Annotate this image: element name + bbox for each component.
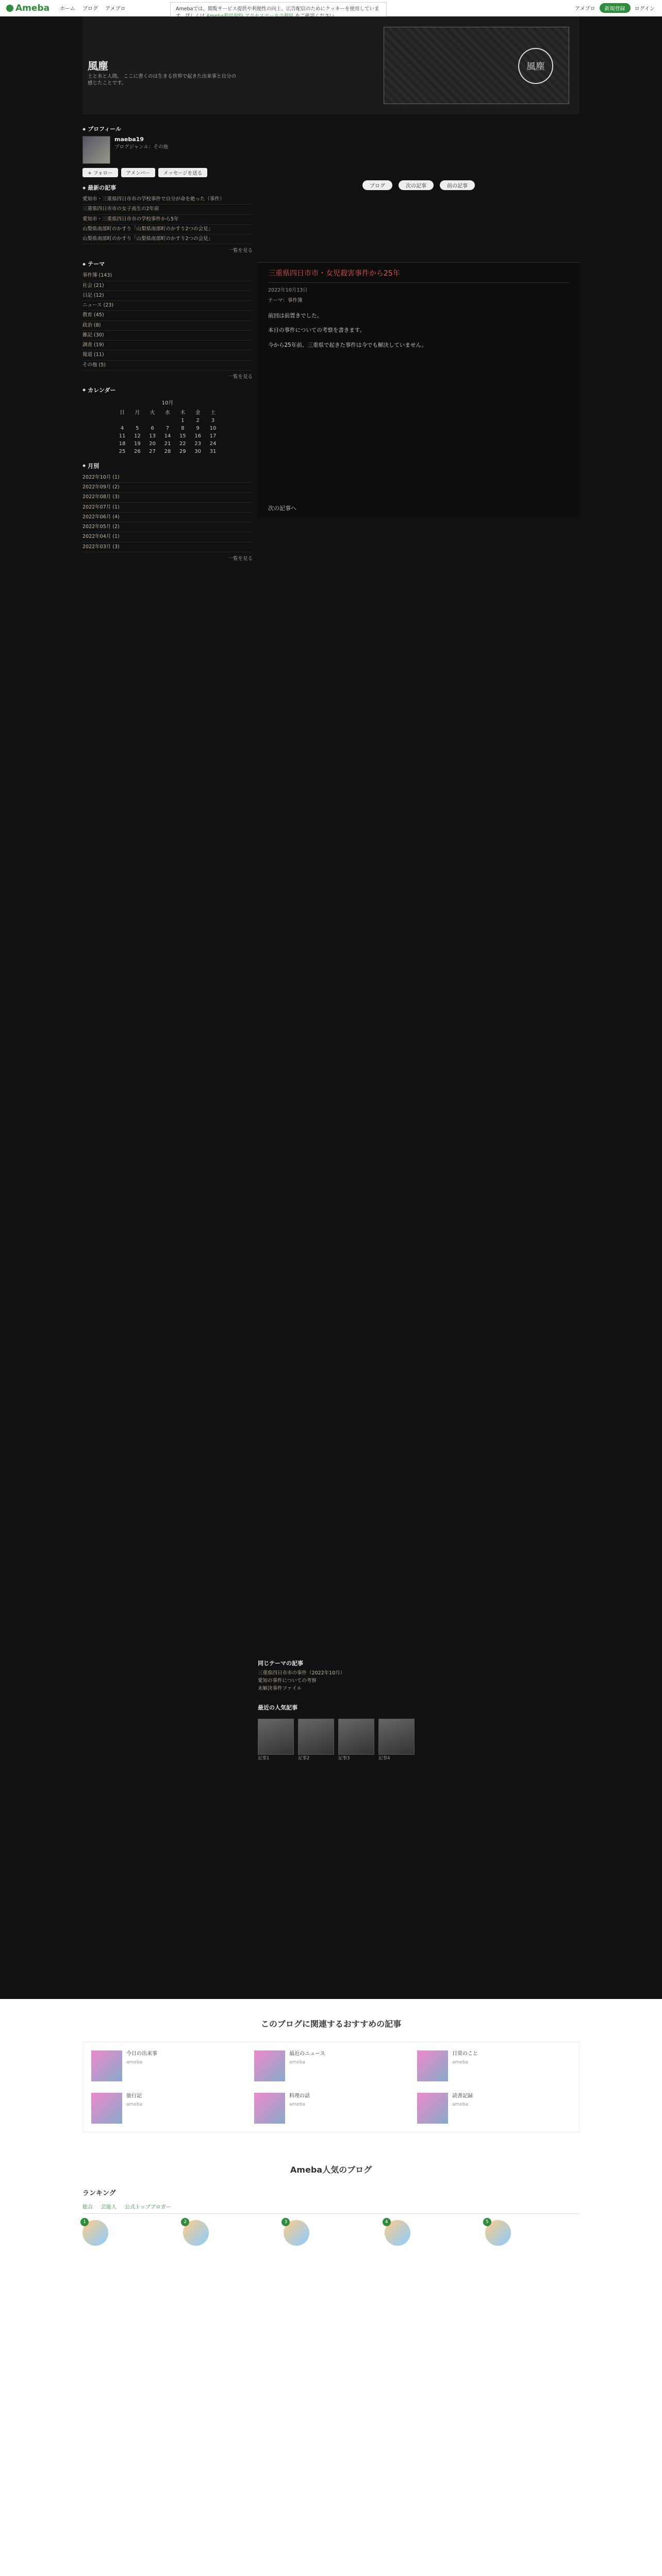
top-link-ameblo[interactable]: アメブロ <box>105 6 126 12</box>
calendar-day[interactable]: 8 <box>181 425 185 431</box>
ameba-logo[interactable] <box>6 3 49 13</box>
list-item[interactable]: その他 (5) <box>82 361 253 370</box>
article-paragraph: 本日の事件についての考察を書きます。 <box>268 327 365 334</box>
article-paragraph: 今から25年前、三重県で起きた事件は今でも解決していません。 <box>268 342 427 348</box>
thumb-image <box>298 1719 334 1755</box>
top-links <box>60 4 125 12</box>
signup-button[interactable]: 新規登録 <box>600 3 631 13</box>
rank-number: 2 <box>181 2218 189 2226</box>
calendar-day[interactable]: 25 <box>119 448 126 454</box>
rank-number: 4 <box>383 2218 391 2226</box>
recommend-grid <box>82 2042 580 2132</box>
calendar-day[interactable]: 5 <box>136 425 139 431</box>
blog-button[interactable]: ブログ <box>362 180 392 190</box>
related-item[interactable]: 愛知の事件についての考察 <box>258 1678 317 1684</box>
header-art-title: 風塵 <box>518 48 553 84</box>
article-end-link[interactable]: 次の記事へ <box>268 504 296 512</box>
calendar-day[interactable]: 17 <box>209 433 217 439</box>
list-item[interactable]: 報道 (11) <box>82 350 253 360</box>
blog-description: 土と水と人間。 ここに書くのは生きる世界で起きた出来事と自分の感じたことです。 <box>88 74 237 87</box>
ranking-item[interactable] <box>485 2220 580 2246</box>
cookie-text: Amebaでは、閲覧サービス提供や利便性の向上、広告配信のためにクッキーを使用していま <box>176 6 379 12</box>
recommend-image <box>254 2093 285 2124</box>
amember-button[interactable]: アメンバー <box>121 168 155 177</box>
rank-number: 1 <box>80 2218 89 2226</box>
calendar-day[interactable]: 16 <box>194 433 201 439</box>
archive-heading: ◆ 月別 <box>82 462 253 470</box>
top-link-home[interactable]: ホーム <box>60 6 76 12</box>
blog-title[interactable]: 風塵 <box>88 60 108 72</box>
calendar-day[interactable]: 18 <box>119 440 126 447</box>
list-item[interactable]: 2022年06月 (4) <box>82 513 253 522</box>
rank-number: 3 <box>282 2218 290 2226</box>
thumb-caption: 記事4 <box>378 1755 390 1761</box>
recommend-author: ameba <box>126 2060 143 2065</box>
ranking-item[interactable] <box>284 2220 378 2246</box>
calendar-day[interactable]: 19 <box>134 440 141 447</box>
recommend-card[interactable] <box>254 2050 408 2081</box>
calendar-month-row <box>116 397 219 407</box>
recommend-image <box>91 2050 122 2081</box>
ranking-item[interactable] <box>82 2220 177 2246</box>
thumb-caption: 記事3 <box>338 1755 350 1761</box>
logo-text: Ameba <box>15 3 50 13</box>
main-column <box>258 118 580 517</box>
recommend-author: ameba <box>289 2060 306 2065</box>
tab-celebrity[interactable]: 芸能人 <box>101 2205 117 2210</box>
calendar-day[interactable]: 7 <box>166 425 170 431</box>
article-body <box>268 312 569 349</box>
recommend-card[interactable] <box>91 2093 245 2124</box>
popular-heading: 最近の人気記事 <box>258 1704 297 1711</box>
thumb-image <box>378 1719 415 1755</box>
list-item[interactable]: 山梨県南部町のかすり「山梨県南部町のかすり2つの会見」 <box>82 234 253 244</box>
thumb-card[interactable] <box>338 1719 374 1761</box>
theme-list <box>82 271 253 370</box>
header-artwork <box>384 27 569 104</box>
calendar-day[interactable]: 31 <box>209 448 217 454</box>
recent-more-link[interactable]: 一覧を見る <box>228 248 253 254</box>
calendar-day[interactable]: 26 <box>134 448 141 454</box>
calendar-day[interactable]: 9 <box>196 425 200 431</box>
list-item[interactable]: 日記 (12) <box>82 291 253 301</box>
calendar-day[interactable]: 12 <box>134 433 141 439</box>
tab-official[interactable]: 公式トップブロガー <box>125 2205 171 2210</box>
ranking-item[interactable] <box>183 2220 277 2246</box>
profile-box <box>82 136 253 164</box>
ranking-grid <box>82 2220 580 2246</box>
ranking-avatar <box>385 2220 410 2246</box>
recommend-image <box>417 2093 448 2124</box>
weekday: 木 <box>180 410 186 416</box>
archive-list <box>82 473 253 552</box>
recommend-title: 旅行記 <box>126 2093 142 2099</box>
related-heading: 同じテーマの記事 <box>258 1660 303 1667</box>
recommend-author: ameba <box>452 2060 469 2065</box>
ranking-item[interactable] <box>385 2220 479 2246</box>
recommend-author: ameba <box>126 2102 143 2107</box>
archive-more-link[interactable]: 一覧を見る <box>228 555 253 562</box>
article-theme[interactable]: テーマ：事件簿 <box>268 298 303 303</box>
ranking-avatar <box>183 2220 209 2246</box>
recent-list <box>82 195 253 244</box>
ranking-tabs <box>82 2202 580 2214</box>
weekday: 金 <box>195 410 201 416</box>
ranking-avatar <box>485 2220 511 2246</box>
calendar-day[interactable]: 30 <box>194 448 201 454</box>
ranking-heading: ランキング <box>82 2190 116 2197</box>
avatar[interactable] <box>82 136 110 164</box>
theme-more-link[interactable]: 一覧を見る <box>228 374 253 380</box>
calendar-day[interactable]: 22 <box>179 440 186 447</box>
calendar-day[interactable] <box>116 418 128 423</box>
calendar-day[interactable]: 2 <box>196 417 200 423</box>
calendar-week <box>116 417 219 425</box>
thumb-caption: 記事1 <box>258 1755 270 1761</box>
recommend-title: 読書記録 <box>452 2093 473 2099</box>
calendar-day[interactable]: 1 <box>181 417 185 423</box>
list-item[interactable]: 2022年05月 (2) <box>82 522 253 532</box>
calendar-day[interactable] <box>161 418 174 423</box>
profile-buttons <box>82 168 253 177</box>
list-item[interactable]: 愛知市・三重県四日市市の学校事件で自分が命を絶った（事件） <box>82 195 253 205</box>
list-item[interactable]: 教育 (45) <box>82 311 253 320</box>
recommend-title: 日常のこと <box>452 2051 478 2057</box>
calendar-day[interactable]: 11 <box>119 433 126 439</box>
calendar-day[interactable]: 20 <box>149 440 156 447</box>
article-title[interactable]: 三重県四日市市・女児殺害事件から25年 <box>268 268 569 283</box>
calendar-day[interactable]: 27 <box>149 448 156 454</box>
list-item[interactable]: 2022年10月 (1) <box>82 473 253 483</box>
related-section <box>258 1659 580 1761</box>
recommend-heading: このブログに関連するおすすめの記事 <box>260 2019 402 2029</box>
thumb-caption: 記事2 <box>298 1755 310 1761</box>
list-item[interactable]: 2022年07月 (1) <box>82 503 253 513</box>
recommend-card[interactable] <box>417 2093 571 2124</box>
calendar-day[interactable]: 28 <box>164 448 171 454</box>
calendar-day[interactable]: 14 <box>164 433 171 439</box>
article <box>258 262 580 517</box>
calendar-day[interactable]: 3 <box>211 417 215 423</box>
calendar-week <box>116 440 219 448</box>
thumb-card[interactable] <box>378 1719 415 1761</box>
recommend-card[interactable] <box>417 2050 571 2081</box>
recent-heading: ◆ 最新の記事 <box>82 183 253 192</box>
login-link[interactable]: ログイン <box>634 6 655 12</box>
blog-link[interactable]: アメブロ <box>575 6 595 12</box>
calendar-day[interactable] <box>146 418 159 423</box>
weekday: 日 <box>120 410 125 416</box>
prev-button[interactable]: 前の記事 <box>440 180 475 190</box>
weekday: 火 <box>150 410 155 416</box>
popular-blogs-heading: Ameba人気のブログ <box>290 2165 372 2175</box>
recommend-card[interactable] <box>91 2050 245 2081</box>
recommend-author: ameba <box>289 2102 306 2107</box>
list-item[interactable]: 2022年09月 (2) <box>82 483 253 493</box>
recommend-author: ameba <box>452 2102 469 2107</box>
article-paragraph: 前回は前置きでした。 <box>268 313 322 319</box>
list-item[interactable]: 三重県四日市市の女子高生の2年前 <box>82 205 253 214</box>
recommend-image <box>254 2050 285 2081</box>
recommend-title: 今日の出来事 <box>126 2051 157 2057</box>
calendar-day[interactable]: 4 <box>120 425 124 431</box>
top-right <box>575 3 655 13</box>
calendar-heading: ◆ カレンダー <box>82 386 253 394</box>
calendar-day[interactable] <box>131 418 143 423</box>
list-item[interactable]: 調査 (19) <box>82 341 253 350</box>
article-date: 2022年10月13日 <box>268 287 308 293</box>
calendar-day[interactable]: 24 <box>209 440 217 447</box>
calendar-week <box>116 432 219 440</box>
popular-thumbs <box>258 1719 580 1761</box>
calendar-day[interactable]: 10 <box>209 425 217 431</box>
blog-header <box>82 16 580 114</box>
profile-name[interactable]: maeba19 <box>114 136 144 143</box>
recommend-card[interactable] <box>254 2093 408 2124</box>
profile-heading: ◆ プロフィール <box>82 125 253 133</box>
top-link-blog[interactable]: ブログ <box>82 6 98 12</box>
calendar-week <box>116 425 219 432</box>
calendar-day[interactable]: 13 <box>149 433 156 439</box>
calendar-month: 10月 <box>161 400 174 406</box>
tab-overall[interactable]: 総合 <box>82 2205 93 2210</box>
list-item[interactable]: 2022年08月 (3) <box>82 493 253 502</box>
weekday: 水 <box>164 410 170 416</box>
follow-button[interactable]: + フォロー <box>82 168 118 177</box>
calendar-weekdays <box>116 407 219 417</box>
list-item[interactable]: 事件簿 (143) <box>82 271 253 281</box>
list-item[interactable]: 社会 (21) <box>82 281 253 291</box>
list-item[interactable]: 雑記 (30) <box>82 331 253 341</box>
recommend-section <box>0 1999 662 2576</box>
recommend-title: 料理の話 <box>289 2093 310 2099</box>
list-item[interactable]: 愛知市・三重県四日市市の学校事件から5年 <box>82 215 253 225</box>
profile-genre: ブログジャンル：その他 <box>114 144 169 150</box>
rank-number: 5 <box>483 2218 491 2226</box>
thumb-image <box>258 1719 294 1755</box>
recommend-image <box>417 2050 448 2081</box>
related-item[interactable]: 未解決事件ファイル <box>258 1686 302 1692</box>
thumb-card[interactable] <box>258 1719 294 1761</box>
thumb-card[interactable] <box>298 1719 334 1761</box>
related-item[interactable]: 三重県四日市市の事件（2022年10月） <box>258 1670 345 1676</box>
message-button[interactable]: メッセージを送る <box>158 168 207 177</box>
calendar-day[interactable]: 21 <box>164 440 171 447</box>
list-item[interactable]: 2022年03月 (3) <box>82 543 253 552</box>
calendar-day[interactable]: 23 <box>194 440 201 447</box>
next-button[interactable]: 次の記事 <box>399 180 434 190</box>
main-nav-buttons <box>258 180 580 190</box>
calendar-day[interactable]: 6 <box>151 425 154 431</box>
list-item[interactable]: ニュース (23) <box>82 301 253 311</box>
ranking-avatar <box>82 2220 108 2246</box>
theme-heading: ◆ テーマ <box>82 260 253 268</box>
list-item[interactable]: 山梨県南部町のかすり「山梨県南部町のかすり2つの会見」 <box>82 225 253 234</box>
weekday: 土 <box>210 410 216 416</box>
list-item[interactable]: 2022年04月 (1) <box>82 532 253 542</box>
ameba-mark-icon <box>6 5 13 12</box>
recommend-title: 最近のニュース <box>289 2051 325 2057</box>
weekday: 月 <box>135 410 140 416</box>
calendar <box>116 397 219 455</box>
list-item[interactable]: 政治 (8) <box>82 321 253 331</box>
ranking-avatar <box>284 2220 309 2246</box>
left-sidebar <box>82 118 253 562</box>
calendar-week <box>116 448 219 455</box>
recommend-image <box>91 2093 122 2124</box>
calendar-day[interactable]: 29 <box>179 448 186 454</box>
thumb-image <box>338 1719 374 1755</box>
calendar-day[interactable]: 15 <box>179 433 186 439</box>
